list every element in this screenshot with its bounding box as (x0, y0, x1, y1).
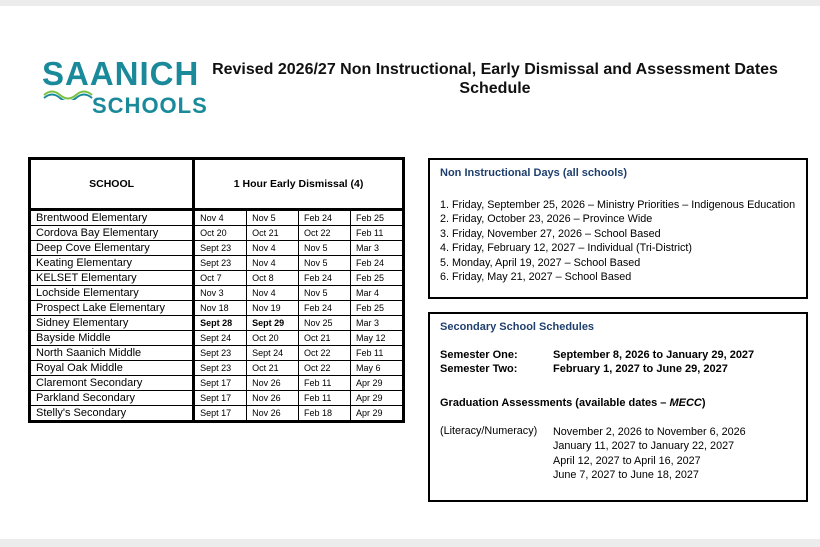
dismissal-date-cell: Feb 18 (299, 406, 351, 422)
document-page (0, 6, 820, 539)
semester-one-dates: September 8, 2026 to January 29, 2027 (553, 349, 755, 361)
school-name-cell: Keating Elementary (30, 256, 194, 271)
non-instructional-list (440, 198, 795, 284)
assessment-date-range: April 12, 2027 to April 16, 2027 (553, 454, 701, 467)
dismissal-date-cell: Feb 25 (350, 210, 403, 226)
table-row (30, 226, 404, 241)
semester-two-row (440, 363, 728, 375)
dismissal-date-cell: Feb 24 (350, 256, 403, 271)
dismissal-date-cell: Sept 24 (194, 331, 247, 346)
dismissal-date-cell: Nov 26 (247, 376, 299, 391)
dismissal-date-cell: Sept 24 (247, 346, 299, 361)
dismissal-date-cell: Apr 29 (350, 376, 403, 391)
dismissal-date-cell: Feb 11 (299, 391, 351, 406)
table-row (30, 271, 404, 286)
dismissal-date-cell: Oct 7 (194, 271, 247, 286)
dismissal-date-cell: Sept 23 (194, 346, 247, 361)
dismissal-date-cell: Sept 23 (194, 256, 247, 271)
dismissal-date-cell: Oct 20 (194, 226, 247, 241)
table-row (30, 331, 404, 346)
table-row (30, 241, 404, 256)
school-name-cell: Brentwood Elementary (30, 210, 194, 226)
secondary-schedules-panel (428, 312, 808, 502)
dismissal-date-cell: Feb 24 (299, 210, 351, 226)
semester-two-dates: February 1, 2027 to June 29, 2027 (553, 363, 728, 375)
dismissal-date-cell: Mar 4 (350, 286, 403, 301)
literacy-numeracy-dates (553, 425, 746, 483)
school-name-cell: Bayside Middle (30, 331, 194, 346)
table-row (30, 391, 404, 406)
dismissal-date-cell: Nov 5 (299, 286, 351, 301)
dismissal-date-cell: Oct 22 (299, 346, 351, 361)
dismissal-date-cell: May 12 (350, 331, 403, 346)
dismissal-date-cell: Nov 4 (194, 210, 247, 226)
header-early-dismissal: 1 Hour Early Dismissal (4) (194, 159, 404, 210)
dismissal-date-cell: Oct 8 (247, 271, 299, 286)
semester-one-row (440, 349, 754, 361)
dismissal-date-cell: Nov 4 (247, 241, 299, 256)
dismissal-date-cell: Sept 17 (194, 406, 247, 422)
dismissal-date-cell: Apr 29 (350, 391, 403, 406)
grad-heading-end: ) (701, 397, 706, 409)
school-name-cell: Sidney Elementary (30, 316, 194, 331)
table-row (30, 361, 404, 376)
school-name-cell: Stelly's Secondary (30, 406, 194, 422)
document-title (200, 60, 790, 98)
school-name-cell: Parkland Secondary (30, 391, 194, 406)
saanich-schools-logo (40, 55, 208, 126)
table-row (30, 301, 404, 316)
dismissal-date-cell: Nov 18 (194, 301, 247, 316)
title-line-2: Schedule (459, 80, 531, 97)
school-name-cell: Royal Oak Middle (30, 361, 194, 376)
dismissal-date-cell: Sept 17 (194, 391, 247, 406)
list-item: 3. Friday, November 27, 2026 – School Based (440, 227, 661, 240)
school-name-cell: Prospect Lake Elementary (30, 301, 194, 316)
dismissal-date-cell: Feb 11 (299, 376, 351, 391)
list-item: 4. Friday, February 12, 2027 – Individual (Tri-District) (440, 242, 693, 255)
school-name-cell: Cordova Bay Elementary (30, 226, 194, 241)
assessment-date-range: June 7, 2027 to June 18, 2027 (553, 469, 699, 482)
dismissal-date-cell: Sept 28 (194, 316, 247, 331)
dismissal-date-cell: Sept 29 (247, 316, 299, 331)
table-row (30, 286, 404, 301)
logo-wordmark-bottom: SCHOOLS (92, 93, 208, 118)
dismissal-date-cell: Feb 11 (350, 346, 403, 361)
dismissal-date-cell: Sept 23 (194, 241, 247, 256)
table-row (30, 316, 404, 331)
assessment-date-range: January 11, 2027 to January 22, 2027 (553, 440, 735, 453)
dismissal-date-cell: Nov 5 (299, 241, 351, 256)
non-instructional-days-panel (428, 158, 808, 299)
grad-heading-text: Graduation Assessments (available dates – (440, 397, 670, 409)
dismissal-date-cell: Mar 3 (350, 316, 403, 331)
school-name-cell: KELSET Elementary (30, 271, 194, 286)
assessment-date-range: November 2, 2026 to November 6, 2026 (553, 426, 746, 438)
dismissal-date-cell: Oct 20 (247, 331, 299, 346)
list-item: 5. Monday, April 19, 2027 – School Based (440, 256, 641, 269)
dismissal-date-cell: Apr 29 (350, 406, 403, 422)
dismissal-date-cell: Oct 21 (247, 361, 299, 376)
dismissal-date-cell: Feb 11 (350, 226, 403, 241)
table-row (30, 256, 404, 271)
dismissal-date-cell: Oct 22 (299, 361, 351, 376)
dismissal-date-cell: Feb 25 (350, 271, 403, 286)
table-row (30, 406, 404, 422)
dismissal-date-cell: Feb 24 (299, 271, 351, 286)
dismissal-date-cell: Oct 22 (299, 226, 351, 241)
grad-heading-mecc: MECC (669, 397, 702, 409)
semester-two-label: Semester Two: (440, 363, 518, 375)
semester-one-label: Semester One: (440, 349, 518, 361)
dismissal-date-cell: Nov 19 (247, 301, 299, 316)
school-name-cell: Claremont Secondary (30, 376, 194, 391)
list-item: 6. Friday, May 21, 2027 – School Based (440, 271, 632, 284)
dismissal-date-cell: Nov 5 (247, 210, 299, 226)
table-row (30, 376, 404, 391)
dismissal-date-cell: Nov 4 (247, 256, 299, 271)
dismissal-date-cell: Mar 3 (350, 241, 403, 256)
dismissal-date-cell: May 6 (350, 361, 403, 376)
list-item: 2. Friday, October 23, 2026 – Province Wide (440, 213, 653, 226)
literacy-numeracy-label: (Literacy/Numeracy) (440, 425, 538, 437)
dismissal-date-cell: Nov 3 (194, 286, 247, 301)
dismissal-date-cell: Sept 17 (194, 376, 247, 391)
dismissal-date-cell: Sept 23 (194, 361, 247, 376)
school-name-cell: North Saanich Middle (30, 346, 194, 361)
secondary-heading: Secondary School Schedules (440, 321, 595, 333)
dismissal-date-cell: Nov 26 (247, 406, 299, 422)
table-row (30, 210, 404, 226)
table-body (30, 210, 404, 422)
dismissal-date-cell: Nov 26 (247, 391, 299, 406)
school-name-cell: Lochside Elementary (30, 286, 194, 301)
school-name-cell: Deep Cove Elementary (30, 241, 194, 256)
early-dismissal-table (28, 157, 405, 423)
graduation-assessments-heading (440, 397, 706, 409)
dismissal-date-cell: Oct 21 (299, 331, 351, 346)
table-header-row (30, 159, 404, 210)
table-row (30, 346, 404, 361)
dismissal-date-cell: Nov 25 (299, 316, 351, 331)
logo-wordmark-top: SAANICH (42, 55, 200, 92)
dismissal-date-cell: Nov 4 (247, 286, 299, 301)
list-item: 1. Friday, September 25, 2026 – Ministry Priorities – Indigenous Education (440, 199, 796, 211)
dismissal-date-cell: Nov 5 (299, 256, 351, 271)
non-instructional-heading: Non Instructional Days (all schools) (440, 167, 628, 179)
dismissal-date-cell: Feb 25 (350, 301, 403, 316)
dismissal-date-cell: Oct 21 (247, 226, 299, 241)
header-school: SCHOOL (30, 159, 194, 210)
title-line-1: Revised 2026/27 Non Instructional, Early Dismissal and Assessment Dates (212, 61, 778, 78)
dismissal-date-cell: Feb 24 (299, 301, 351, 316)
